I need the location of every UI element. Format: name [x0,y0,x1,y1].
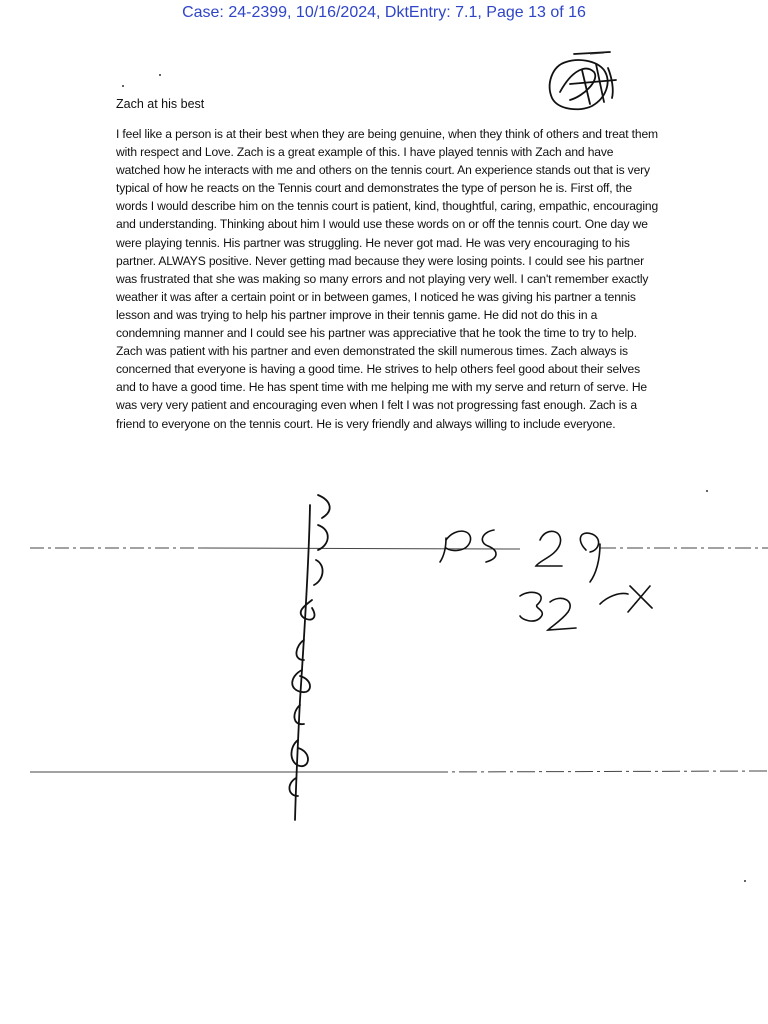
case-header: Case: 24-2399, 10/16/2024, DktEntry: 7.1, Page 13 of 16 [182,4,586,21]
initials-signature-icon [550,52,616,109]
stray-mark [590,53,604,54]
vertical-scribble-icon [289,495,329,820]
letter-title: Zach at his best [116,97,205,111]
scan-speck [159,74,161,76]
scan-speck [744,880,746,882]
scan-lines [30,548,768,772]
handwritten-page-note-icon [440,530,652,630]
scan-speck [122,85,124,87]
letter-body: I feel like a person is at their best when they are being genuine, when they think of others and treat them with respect and Love. Zach is a great example of this. I have played tennis with Zach and have watched how he interacts with me and others on the tennis court. An experience stands out that is very typical of how he reacts on the Tennis court and demonstrates the type of person he is. First off, the words I would describe him on the tennis court is patient, kind, thoughtful, caring, empathic, encouraging and understanding. Thinking about him I would use these words on or off the tennis court. One day we were playing tennis. His partner was struggling. He never got mad. He was very encouraging to his partner. ALWAYS positive. Never getting mad because they were losing points. I could see his partner was frustrated that she was making so many errors and not playing very well. I can't remember exactly weather it was after a certain point or in between games, I noticed he was giving his partner a tennis lesson and was trying to help his partner improve in their tennis game. He did not do this in a condemning manner and I could see his partner was appreciative that he took the time to try to help. Zach was patient with his partner and even demonstrated the skill numerous times. Zach always is concerned that everyone is having a good time. He strives to help others feel good about their selves and to have a good time. He has spent time with me helping me with my serve and return of serve. He was very very patient and encouraging even when I felt I was not progressing fast enough. Zach is a friend to everyone on the tennis court. He is very friendly and always willing to include everyone. [116,127,659,431]
scan-speck [706,490,708,492]
